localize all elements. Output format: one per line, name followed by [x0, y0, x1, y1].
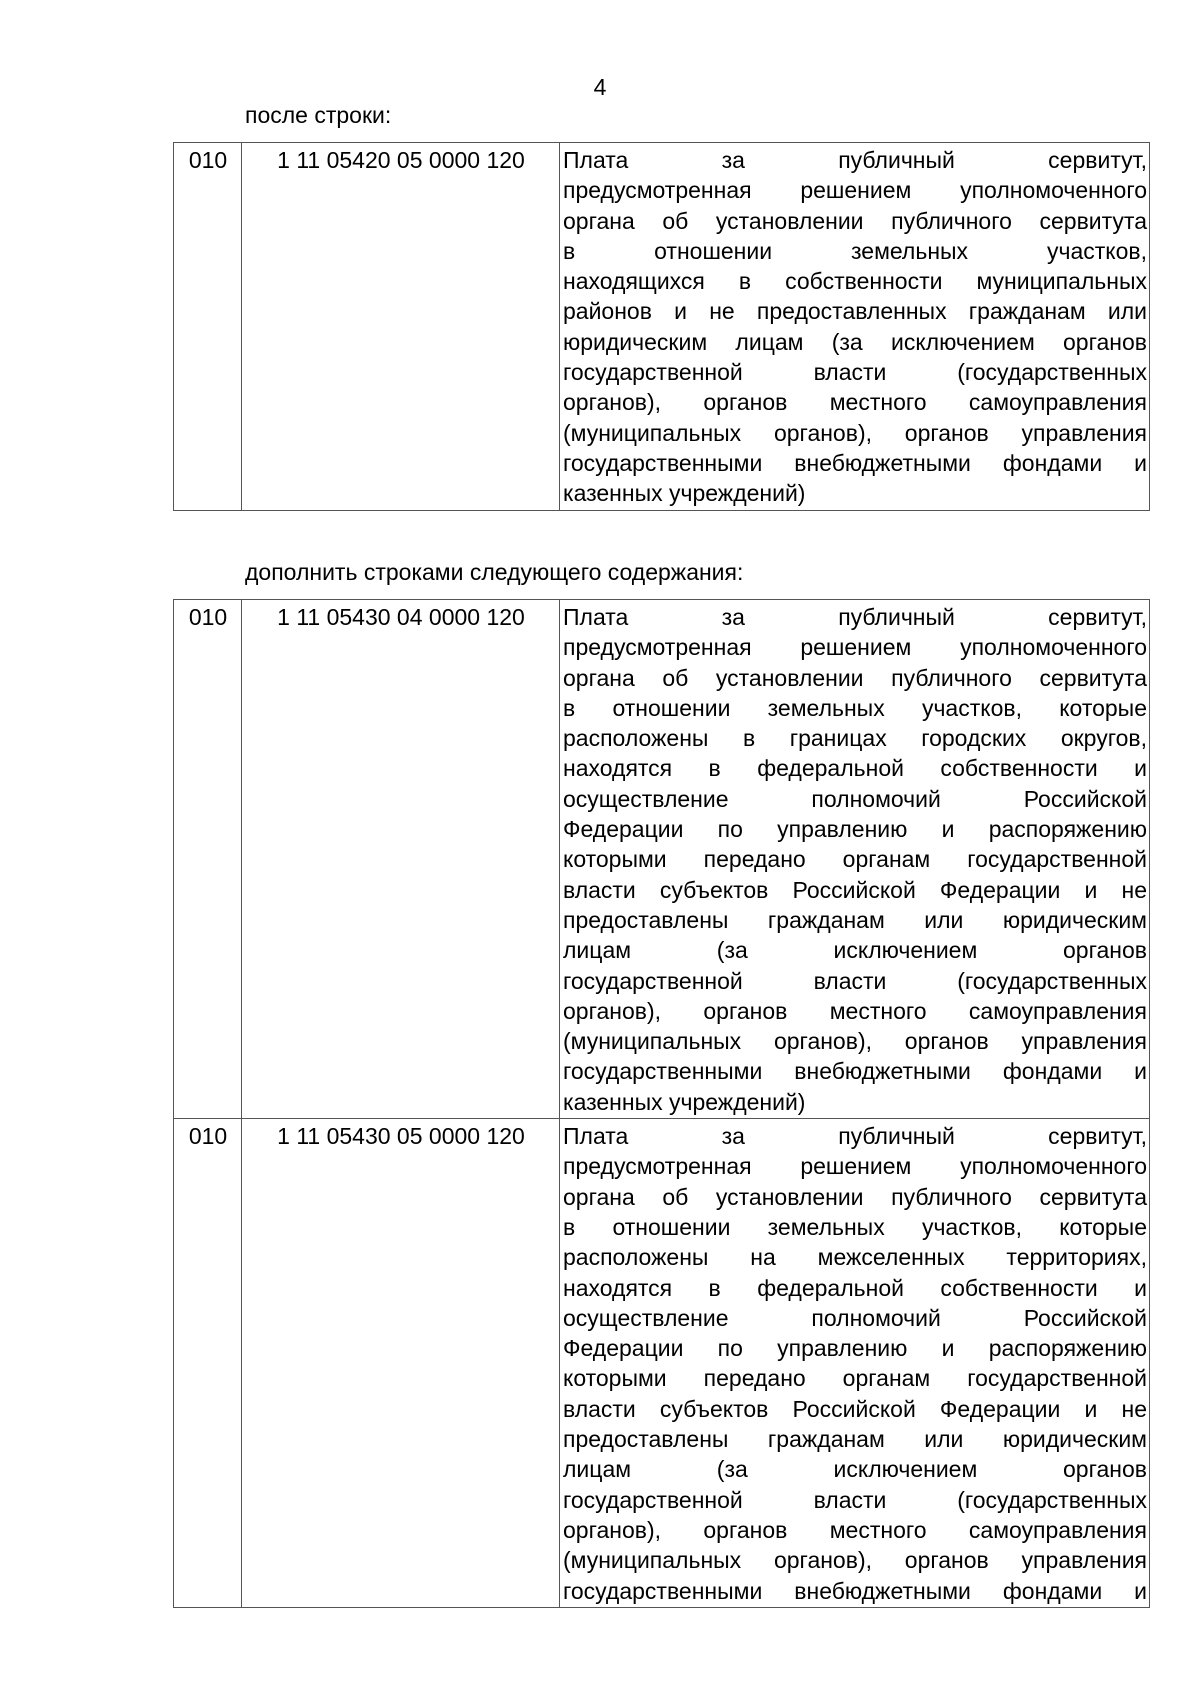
income-name-cell [560, 1119, 1150, 1608]
name-line: государственной власти (государственных [563, 1486, 1147, 1513]
name-line: в отношении земельных участков, которые [563, 694, 1147, 721]
name-line: которыми передано органам государственной [563, 1365, 1147, 1392]
name-line: осуществление полномочий Российской [563, 1304, 1147, 1331]
name-line: (муниципальных органов), органов управления [563, 1028, 1147, 1055]
added-rows-table [173, 599, 1150, 1608]
name-line: (муниципальных органов), органов управления [563, 419, 1147, 446]
name-line: казенных учреждений) [563, 1088, 806, 1115]
name-line: предусмотренная решением уполномоченного [563, 1153, 1147, 1180]
name-line: государственной власти (государственных [563, 359, 1147, 386]
name-line: осуществление полномочий Российской [563, 785, 1147, 812]
name-line: находящихся в собственности муниципальных [563, 268, 1147, 295]
table-row [174, 143, 1150, 511]
name-line: органа об установлении публичного сервитута [563, 1183, 1147, 1210]
name-line: расположены в границах городских округов, [563, 725, 1147, 752]
name-line: Федерации по управлению и распоряжению [563, 816, 1147, 843]
name-line: находятся в федеральной собственности и [563, 1274, 1147, 1301]
table-row [174, 1119, 1150, 1608]
income-name-cell [560, 600, 1150, 1119]
name-line: органов), органов местного самоуправления [563, 1516, 1147, 1543]
name-line: органа об установлении публичного сервитута [563, 664, 1147, 691]
admin-code-cell: 010 [174, 143, 242, 511]
name-line: находятся в федеральной собственности и [563, 755, 1147, 782]
income-code-cell: 1 11 05430 04 0000 120 [242, 600, 560, 1119]
name-line: районов и не предоставленных гражданам или [563, 298, 1147, 325]
name-line: государственными внебюджетными фондами и [563, 1058, 1147, 1085]
existing-row-table [173, 142, 1150, 511]
table-body [174, 143, 1150, 511]
admin-code-cell: 010 [174, 600, 242, 1119]
name-line: лицам (за исключением органов [563, 1456, 1147, 1483]
name-line: предусмотренная решением уполномоченного [563, 634, 1147, 661]
name-line: предоставлены гражданам или юридическим [563, 906, 1147, 933]
name-line: органа об установлении публичного сервитута [563, 207, 1147, 234]
name-line: в отношении земельных участков, [563, 237, 1147, 264]
name-line: Плата за публичный сервитут, [563, 147, 1147, 173]
name-line: в отношении земельных участков, которые [563, 1213, 1147, 1240]
name-line: органов), органов местного самоуправления [563, 389, 1147, 416]
income-code-cell: 1 11 05420 05 0000 120 [242, 143, 560, 511]
page-number: 4 [593, 74, 607, 100]
admin-code-cell: 010 [174, 1119, 242, 1608]
name-line: государственной власти (государственных [563, 967, 1147, 994]
name-line: которыми передано органам государственной [563, 846, 1147, 873]
name-line: предоставлены гражданам или юридическим [563, 1426, 1147, 1453]
name-line: Федерации по управлению и распоряжению [563, 1335, 1147, 1362]
name-line: расположены на межселенных территориях, [563, 1244, 1147, 1271]
intro-after-row: после строки: [245, 102, 392, 128]
name-line: лицам (за исключением органов [563, 937, 1147, 964]
income-code-cell: 1 11 05430 05 0000 120 [242, 1119, 560, 1608]
name-line: органов), органов местного самоуправления [563, 997, 1147, 1024]
income-name-cell [560, 143, 1150, 511]
name-line: Плата за публичный сервитут, [563, 604, 1147, 630]
name-line: казенных учреждений) [563, 480, 806, 507]
name-line: государственными внебюджетными фондами и [563, 449, 1147, 476]
intro-add-rows: дополнить строками следующего содержания: [245, 559, 744, 585]
table-row [174, 600, 1150, 1119]
name-line: государственными внебюджетными фондами и [563, 1577, 1147, 1604]
table-body [174, 600, 1150, 1608]
name-line: (муниципальных органов), органов управления [563, 1547, 1147, 1574]
name-line: власти субъектов Российской Федерации и не [563, 1395, 1147, 1422]
name-line: юридическим лицам (за исключением органов [563, 328, 1147, 355]
name-line: власти субъектов Российской Федерации и не [563, 876, 1147, 903]
name-line: Плата за публичный сервитут, [563, 1123, 1147, 1150]
name-line: предусмотренная решением уполномоченного [563, 177, 1147, 204]
